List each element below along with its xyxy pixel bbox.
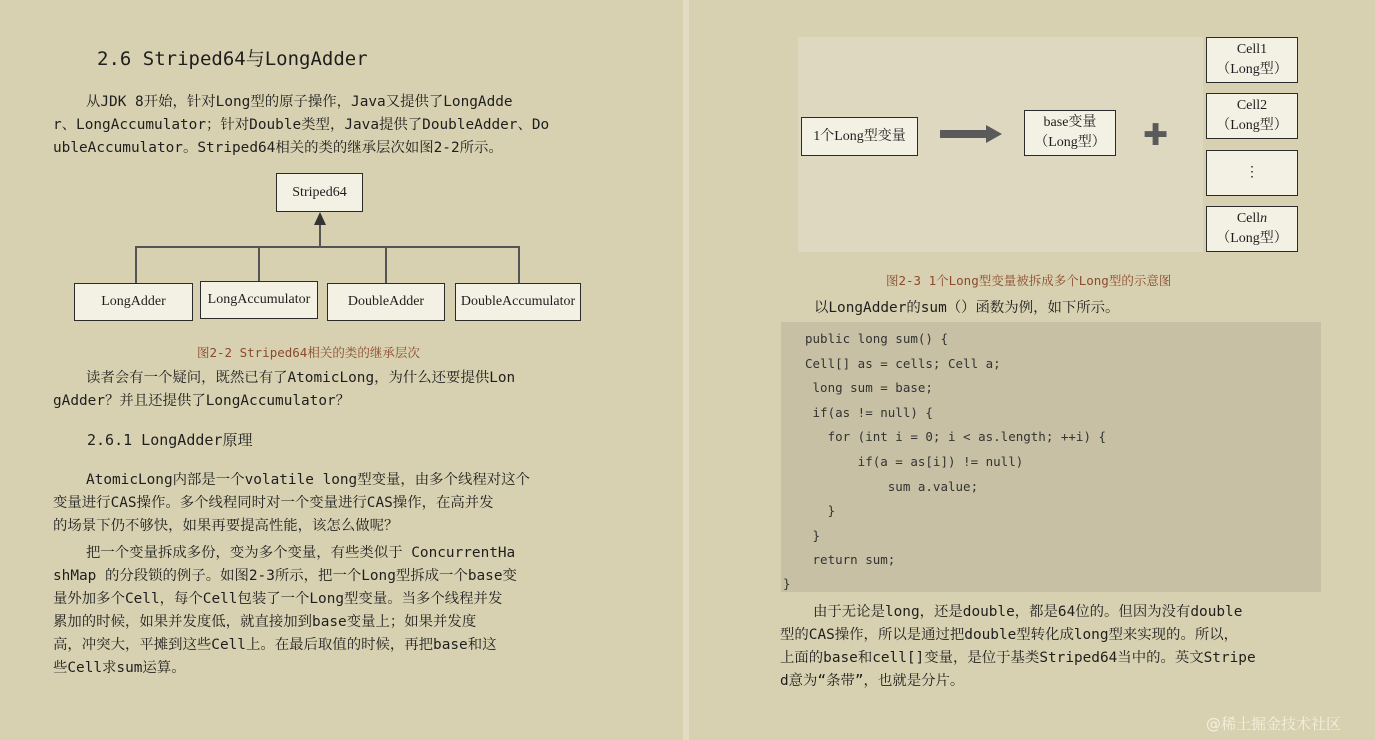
class-box-longaccumulator: LongAccumulator (200, 281, 318, 319)
plus-icon: ✚ (1143, 118, 1169, 153)
intro-line-3: ubleAccumulator。Striped64相关的类的继承层次如图2-2所示。 (53, 140, 503, 156)
code-line-1: public long sum() { (805, 331, 948, 346)
section-heading: 2.6 Striped64与LongAdder (97, 48, 368, 70)
intro-line-2: r、LongAccumulator；针对Double类型，Java提供了DoubleAdder、Do (53, 117, 550, 133)
outro-line-4: d意为“条带”，也就是分片。 (780, 673, 965, 689)
watermark: @稀土掘金技术社区 (1206, 715, 1342, 733)
inheritance-arrow-icon (314, 212, 326, 226)
para2-line-5: 高，冲突大，平摊到这些Cell上。在最后取值的时候，再把base和这 (53, 637, 497, 653)
cell-box-2 (1206, 93, 1298, 139)
question-paragraph (53, 367, 593, 413)
para1-line-1: AtomicLong内部是一个volatile long型变量，由多个线程对这个 (86, 472, 530, 488)
cell2-type: （Long型） (1216, 118, 1288, 133)
para2-line-2: shMap 的分段锁的例子。如图2-3所示，把一个Long型拆成一个base变 (53, 568, 517, 584)
class-box-striped64: Striped64 (276, 173, 363, 212)
cell-box-1 (1206, 37, 1298, 83)
code-line-10: return sum; (805, 552, 896, 567)
base-type: （Long型） (1034, 135, 1106, 150)
para2-line-1: 把一个变量拆成多份，变为多个变量，有些类似于 ConcurrentHa (86, 545, 516, 561)
outro-line-1: 由于无论是long，还是double，都是64位的。但因为没有double (813, 604, 1243, 620)
code-line-2: Cell[] as = cells; Cell a; (805, 356, 1001, 371)
class-box-doubleaccumulator: DoubleAccumulator (455, 283, 581, 321)
outro-line-2: 型的CAS操作，所以是通过把double型转化成long型来实现的。所以， (780, 627, 1239, 643)
outro-paragraph (780, 601, 1320, 693)
celln-type: （Long型） (1216, 231, 1288, 246)
para2-line-4: 累加的时候，如果并发度低，就直接加到base变量上；如果并发度 (53, 614, 477, 630)
inheritance-drop-2 (258, 246, 260, 283)
intro-paragraph (53, 91, 593, 160)
outro-line-3: 上面的base和cell[]变量，是位于基类Striped64当中的。英文Stripe (780, 650, 1256, 666)
para1-line-3: 的场景下仍不够快，如果再要提高性能，该怎么做呢？ (53, 518, 399, 534)
code-line-5: for (int i = 0; i < as.length; ++i) { (805, 429, 1107, 444)
inheritance-bar (135, 246, 519, 248)
code-line-9: } (805, 528, 821, 543)
cell-box-ellipsis: ⋮ (1206, 150, 1298, 196)
figure-2-3-caption: 图2-3 1个Long型变量被拆成多个Long型的示意图 (886, 273, 1172, 288)
inheritance-drop-1 (135, 246, 137, 283)
para2-line-3: 量外加多个Cell，每个Cell包装了一个Long型变量。当多个线程并发 (53, 591, 503, 607)
subsection-heading: 2.6.1 LongAdder原理 (87, 431, 253, 449)
code-line-7: sum a.value; (805, 479, 979, 494)
celln-label (1237, 209, 1267, 229)
class-box-doubleadder: DoubleAdder (327, 283, 445, 321)
code-line-3: long sum = base; (805, 380, 933, 395)
code-line-4: if(as != null) { (805, 405, 933, 420)
inheritance-drop-3 (385, 246, 387, 283)
base-label: base变量 (1043, 115, 1097, 130)
para1-line-2: 变量进行CAS操作。多个线程同时对一个变量进行CAS操作，在高并发 (53, 495, 494, 511)
celln-index: n (1260, 211, 1268, 226)
cell1-type: （Long型） (1216, 62, 1288, 77)
source-variable-box: 1个Long型变量 (801, 117, 918, 156)
code-line-6: if(a = as[i]) != null) (805, 454, 1024, 469)
intro-line-1: 从JDK 8开始，针对Long型的原子操作，Java又提供了LongAdde (86, 94, 513, 110)
celln-prefix: Cell (1236, 211, 1261, 226)
code-line-8: } (805, 503, 836, 518)
class-box-longadder: LongAdder (74, 283, 193, 321)
figure-2-2-caption: 图2-2 Striped64相关的类的继承层次 (197, 345, 420, 360)
inheritance-stem (319, 224, 321, 247)
cell-box-n (1206, 206, 1298, 252)
question-line-2: gAdder？并且还提供了LongAccumulator？ (53, 393, 351, 409)
inheritance-drop-4 (518, 246, 520, 283)
question-line-1: 读者会有一个疑问，既然已有了AtomicLong，为什么还要提供Lon (86, 370, 516, 386)
code-line-11: } (783, 576, 791, 591)
principle-paragraph-1 (53, 469, 593, 538)
para2-line-6: 些Cell求sum运算。 (53, 660, 186, 676)
sum-intro: 以LongAdder的sum（）函数为例，如下所示。 (814, 300, 1120, 316)
cell2-label: Cell2 (1236, 98, 1268, 113)
cell1-label: Cell1 (1236, 42, 1268, 57)
split-arrow-icon (940, 125, 1002, 143)
base-variable-box (1024, 110, 1116, 156)
principle-paragraph-2 (53, 542, 593, 680)
code-block (781, 322, 1321, 592)
